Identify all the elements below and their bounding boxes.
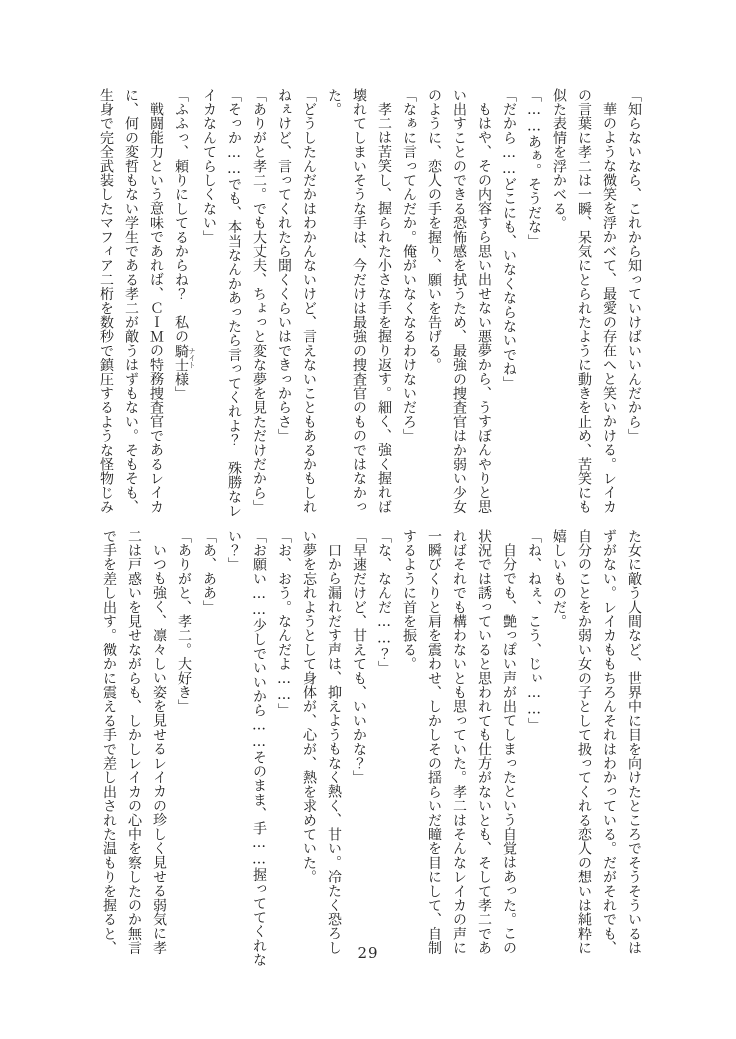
text-line: 生身で完全武装したマフィア二桁を数秒で鎮圧するような怪物じみ	[98, 88, 114, 514]
text-line: 自分のことをか弱い女の子として扱ってくれる恋人の想いは純粋に	[576, 529, 592, 955]
text-line: 「お願い……少しでいいから……そのまま、手……握っててくれな	[251, 529, 267, 967]
text-line: い？」	[226, 529, 242, 572]
text-line: 「ふふっ、頼りにしてるからね？ 私の騎士 ナイト様」	[173, 88, 196, 401]
text-line: 似た表情を浮かべる。	[551, 88, 567, 230]
text-line: た。	[326, 88, 342, 117]
text-line: 「なぁに言ってんだか。俺がいなくなるわけないだろ」	[401, 88, 417, 443]
text-line: のように、恋人の手を握り、願いを告げる。	[426, 88, 442, 372]
text-line: 「あ、ああ」	[201, 529, 217, 615]
text-line: するように首を振る。	[401, 529, 417, 671]
text-line: に、何の変哲もない学生である孝二が敵うはずもない。そもそも、	[123, 88, 139, 514]
text-line: 自分でも、艶っぽい声が出てしまったという自覚はあった。この	[501, 543, 517, 955]
text-line: 「知らないなら、これから知っていけばいいんだから」	[626, 88, 642, 443]
text-line: 「どうしたんだかはわかんないけど、言えないこともあるかもしれ	[301, 88, 317, 514]
text-line: イカなんてらしくない」	[201, 88, 217, 245]
text-line: 壊れてしまいそうな手は、今だけは最強の捜査官のものではなかっ	[351, 88, 367, 514]
text-line: ねぇけど、言ってくれたら聞くくらいはできっからさ」	[276, 88, 292, 443]
ruby-annotated-word: 騎士 ナイト	[173, 343, 196, 373]
text-line: の言葉に孝二は一瞬、呆気にとられたように動きを止め、苦笑にも	[576, 88, 592, 514]
text-line: ずがない。レイカももちろんそれはわかっている。だがそれでも、	[601, 529, 617, 955]
text-line: 「お、おう。なんだよ……」	[276, 529, 292, 718]
text-line: で手を差し出す。微かに震える手で差し出された温もりを握ると、	[101, 529, 117, 955]
text-line: 孝二は苦笑し、握られた小さな手を握り返す。細く、強く握れば	[376, 102, 392, 514]
text-line: 一瞬びくりと肩を震わせ、しかしその揺らいだ瞳を目にして、自制	[426, 529, 442, 955]
text-line: ればそれでも構わないとも思っていた。孝二はそんなレイカの声に	[451, 529, 467, 955]
text-line: 華のような微笑を浮かべて、最愛の存在へと笑いかける。レイカ	[601, 102, 617, 514]
text-line: 「……あぁ。そうだな」	[526, 88, 542, 249]
text-line: もはや、その内容すら思い出せない悪夢から、うすぼんやりと思	[476, 102, 492, 514]
text-line: 「早速だけど、甘えても、いいかな？」	[351, 529, 367, 785]
page-number: 29	[357, 944, 379, 962]
text-line: 口から漏れだす声は、抑えようもなく熱く、甘い。冷たく恐ろし	[326, 543, 342, 955]
text-line: 状況では誘っていると思われても仕方がないとも、そして孝二であ	[476, 529, 492, 955]
text-line: い出すことのできる恐怖感を拭うため、最強の捜査官はか弱い少女	[451, 88, 467, 514]
text-line: た女に敵う人間など、世界中に目を向けたところでそうそういるは	[626, 529, 642, 955]
text-line: 二は戸惑いを見せながらも、しかしレイカの心中を察したのか無言	[126, 529, 142, 955]
text-block-top	[93, 88, 646, 518]
text-line: い夢を忘れようとして身体が、心が、熱を求めていた。	[301, 529, 317, 884]
text-line: 戦闘能力という意味であれば、ＣＩＭの特務捜査官であるレイカ	[148, 102, 164, 514]
text-line: 「だから……どこにも、いなくならないでね」	[501, 88, 517, 391]
text-line: 「そっか……でも、本当なんかあったら言ってくれよ？ 殊勝なレ	[226, 88, 242, 518]
text-line: 「ね、ねぇ、こう、じぃ……」	[526, 529, 542, 732]
text-line: 「ありがと、孝二。大好き」	[176, 529, 192, 714]
text-line: 「な、なんだ……？」	[376, 529, 392, 675]
text-line: 「ありがと孝二。でも大丈夫、ちょっと変な夢を見ただけだから」	[251, 88, 267, 514]
text-line: 嬉しいものだ。	[551, 529, 567, 629]
text-line: いつも強く、凛々しい姿を見せるレイカの珍しく見せる弱気に孝	[151, 543, 167, 955]
